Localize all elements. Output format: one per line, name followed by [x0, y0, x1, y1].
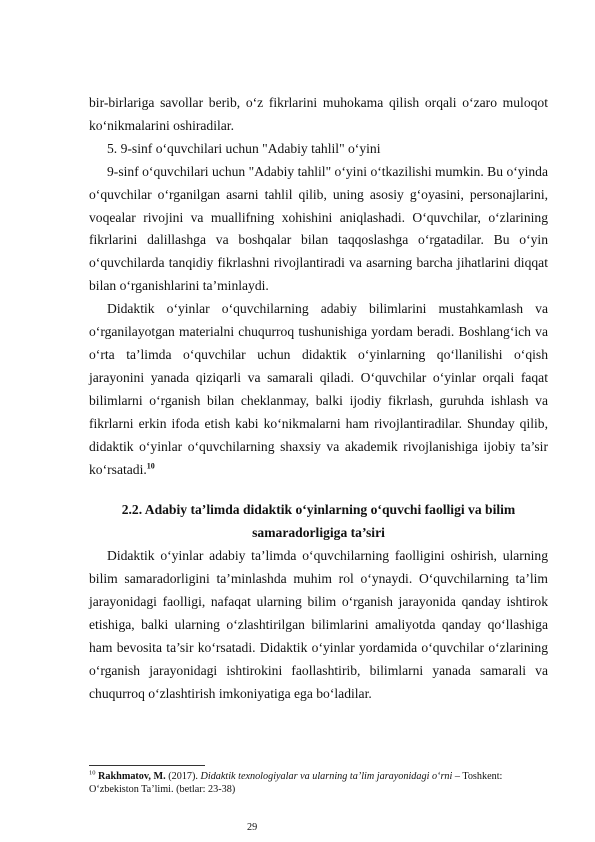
footnote	[89, 770, 548, 796]
footnote-reference[interactable]: 10	[146, 460, 155, 470]
list-item-adabiy-tahlil: 5. 9-sinf o‘quvchilari uchun "Adabiy tahlil" o‘yini	[107, 140, 381, 156]
section-heading: 2.2. Adabiy ta’limda didaktik o‘yinlarning o‘quvchi faolligi va bilim samaradorligiga ta’siri	[121, 502, 516, 541]
footnote-divider	[89, 765, 205, 766]
page-number: 29	[247, 822, 258, 833]
paragraph-adabiy-tahlil: 9-sinf o‘quvchilari uchun "Adabiy tahlil" o‘yini o‘tkazilishi mumkin. Bu o‘yinda o‘quvchilar o‘rganilgan asarni tahlil qilib, uning asosiy g‘oyasini, personajlarini, voqealar rivojini va muallifning xohishini aniqlashadi. O‘quvchilar, o‘zlarining fikrlarini dalillashga va boshqalar bilan taqqoslashga o‘rgatadilar. Bu o‘yin o‘quvchilarda tanqidiy fikrlashni rivojlantiradi va asarning barcha jihatlarini diqqat bilan o‘rganishlarini ta’minlaydi.	[89, 163, 548, 294]
paragraph-didactic-games	[89, 298, 548, 481]
footnote-year: (2017).	[165, 771, 201, 782]
footnote-number: 10	[89, 769, 96, 777]
body-text	[89, 92, 548, 706]
footnote-author: Rakhmatov, M.	[98, 771, 166, 782]
paragraph-didactic-text: Didaktik o‘yinlar o‘quvchilarning adabiy bilimlarini mustahkamlash va o‘rganilayotgan materialni chuqurroq tushunishiga yordam beradi. Boshlang‘ich va o‘rta ta’limda o‘quvchilar uchun didaktik o‘yinlarning qo‘llanilishi o‘qish jarayonini yanada qiziqarli va samarali qiladi. O‘quvchilar o‘yinlar orqali faqat bilimlarni o‘rganish bilan cheklanmay, balki ijodiy fikrlash, guruhda ishlash va fikrlarni erkin ifoda etish kabi ko‘nikmalarni ham rivojlantiradilar. Shunday qilib, didaktik o‘yinlar o‘quvchilarning shaxsiy va akademik rivojlanishiga ijobiy ta’sir ko‘rsatadi.	[89, 301, 548, 477]
paragraph-section-intro: Didaktik o‘yinlar adabiy ta’limda o‘quvchilarning faolligini oshirish, ularning bilim samaradorligini ta’minlashda muhim rol o‘ynaydi. O‘quvchilarning ta’lim jarayonidagi faolligi, nafaqat ularning bilim o‘rganish jarayonida qanday ishtirok etishiga, balki ularning o‘zlashtirilgan bilimlarini amaliyotda qanday qo‘llashiga ham bevosita ta’sir ko‘rsatadi. Didaktik o‘yinlar yordamida o‘quvchilar o‘zlarining o‘rganish jarayonidagi ishtirokini faollashtirib, bilimlarni yanada samarali va chuqurroq o‘zlashtirish imkoniyatiga ega bo‘ladilar.	[89, 548, 548, 701]
footnote-publisher: – Toshkent: O‘zbekiston Ta’limi. (betlar: 23-38)	[89, 771, 503, 795]
paragraph-continuation: bir-birlariga savollar berib, o‘z fikrlarini muhokama qilish orqali o‘zaro muloqot ko‘nikmalarini oshiradilar.	[89, 95, 548, 133]
footnote-title: Didaktik texnologiyalar va ularning ta’lim jarayonidagi o‘rni	[200, 771, 453, 782]
